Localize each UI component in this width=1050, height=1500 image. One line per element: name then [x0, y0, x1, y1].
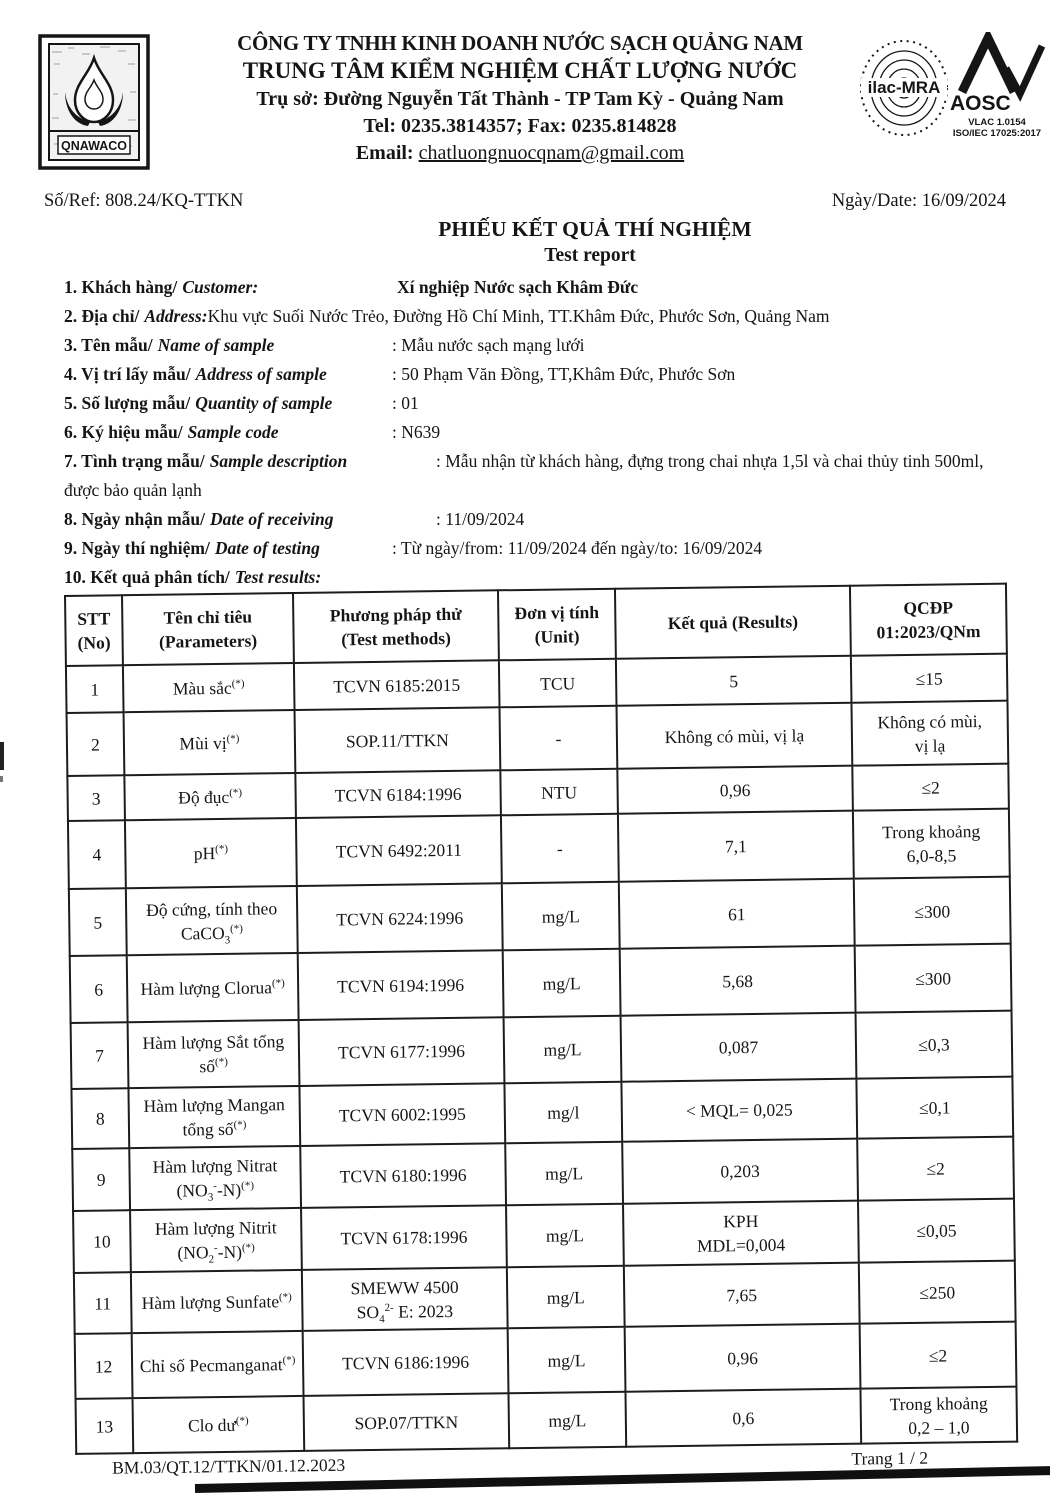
date-value: 16/09/2024: [921, 191, 1006, 211]
stt-cell: 6: [70, 955, 128, 1023]
info-quantity: [64, 389, 1012, 418]
col-header-method: Phương pháp thử (Test methods): [293, 590, 499, 663]
param-cell: Độ cứng, tính theo CaCO$_3$(*): [126, 886, 298, 955]
limit-cell: ≤2: [860, 1322, 1017, 1389]
limit-cell: Trong khoảng 6,0-8,5: [853, 809, 1010, 879]
param-cell: Hàm lượng Nitrit $(NO_2^--N)^{(*)}$: [130, 1208, 302, 1272]
param-cell: Hàm lượng Sắt tổng số(*): [128, 1020, 300, 1088]
unit-cell: mg/L: [508, 1392, 626, 1449]
scan-artifact-edge-dot: [0, 776, 3, 782]
info-label: 9. Ngày thí nghiệm/: [64, 538, 210, 558]
info-label-en: Quantity of sample: [195, 393, 333, 413]
stt-cell: 2: [67, 712, 125, 776]
method-cell: TCVN 6002:1995: [299, 1083, 505, 1146]
result-cell: < MQL= 0,025: [621, 1079, 857, 1142]
limit-cell: ≤2: [857, 1137, 1014, 1201]
method-cell: TCVN 6180:1996: [300, 1143, 506, 1208]
param-cell: Hàm lượng Clorua(*): [127, 953, 299, 1022]
param-cell: Độ đục(*): [124, 773, 296, 820]
qnawaco-logo-text: QNAWACO: [61, 139, 127, 153]
method-cell: TCVN 6186:1996: [303, 1328, 509, 1396]
info-label: 5. Số lượng mẫu/: [64, 393, 191, 413]
limit-cell: ≤300: [855, 944, 1012, 1013]
result-cell: 0,087: [621, 1013, 857, 1082]
info-label-en: Customer:: [182, 277, 259, 297]
info-label-en: Name of sample: [157, 335, 275, 355]
limit-cell: ≤0,3: [856, 1011, 1013, 1079]
stt-cell: 9: [72, 1148, 130, 1211]
limit-cell: ≤0,1: [856, 1077, 1013, 1139]
unit-cell: mg/L: [503, 949, 621, 1018]
stt-cell: 8: [71, 1088, 129, 1149]
method-cell: TCVN 6184:1996: [295, 770, 501, 818]
result-cell: 7,1: [618, 811, 854, 882]
result-cell: 0,203: [622, 1139, 858, 1204]
param-cell: Mùi vị(*): [124, 710, 296, 775]
table-row: [70, 944, 1012, 1023]
result-cell: 0,96: [617, 766, 853, 814]
info-label: 10. Kết quả phân tích/: [64, 567, 230, 587]
tel-fax: Tel: 0235.3814357; Fax: 0235.814828: [363, 115, 677, 137]
method-cell: TCVN 6194:1996: [298, 950, 504, 1020]
method-cell: SOP.11/TTKN: [295, 707, 501, 773]
param-cell: Màu sắc(*): [123, 663, 295, 712]
letterhead: [0, 0, 1050, 188]
info-value: : 11/09/2024: [436, 509, 525, 529]
info-label-en: Test results:: [234, 567, 322, 587]
email-line: [175, 140, 865, 167]
result-cell: Không có mùi, vị lạ: [616, 703, 852, 769]
report-title-en: Test report: [544, 245, 636, 266]
result-cell: 7,65: [624, 1263, 860, 1327]
info-value: : 50 Phạm Văn Đồng, TT,Khâm Đức, Phước Sơn: [392, 364, 736, 384]
info-label-en: Date of receiving: [210, 509, 334, 529]
method-cell: TCVN 6224:1996: [297, 883, 503, 953]
limit-cell: ≤15: [851, 654, 1008, 703]
info-customer: [64, 273, 1012, 302]
unit-cell: mg/L: [504, 1016, 622, 1084]
result-cell: 5: [616, 656, 852, 706]
param-cell: Chỉ số Pecmanganat(*): [132, 1331, 304, 1398]
date-label: Ngày/Date:: [831, 191, 918, 211]
info-sample-name: [64, 331, 1012, 360]
info-label-en: Date of testing: [214, 538, 320, 558]
stt-cell: 4: [68, 820, 126, 889]
ref-label: Số/Ref:: [44, 191, 101, 211]
info-label: 2. Địa chỉ/: [64, 306, 140, 326]
unit-cell: TCU: [499, 659, 617, 708]
aosc-logo: [948, 32, 1046, 139]
limit-cell: ≤2: [852, 764, 1009, 811]
limit-cell: Trong khoảng 0,2 – 1,0: [860, 1387, 1017, 1444]
info-value: : Mẫu nhận từ khách hàng, đựng trong chai nhựa 1,5l và chai thủy tinh 500ml, được bảo quản lạnh: [64, 451, 984, 500]
ref-number: [44, 188, 243, 214]
info-value: : Từ ngày/from: 11/09/2024 đến ngày/to: 16/09/2024: [392, 538, 763, 558]
email-address: chatluongnuocqnam@gmail.com: [418, 142, 685, 164]
result-cell: 5,68: [620, 946, 856, 1016]
limit-cell: Không có mùi, vị lạ: [851, 701, 1008, 766]
qnawaco-logo-graphic: [38, 34, 150, 170]
info-sample-code: [64, 418, 1012, 447]
info-label: 4. Vị trí lấy mẫu/: [64, 364, 191, 384]
info-sample-description: [64, 447, 1012, 505]
ref-value: 808.24/KQ-TTKN: [105, 191, 244, 211]
method-cell: TCVN 6492:2011: [296, 815, 502, 886]
info-label-en: Address:: [144, 306, 208, 326]
ilac-mra-logo-graphic: [858, 38, 950, 138]
unit-cell: mg/L: [507, 1266, 625, 1329]
param-cell: Clo dư(*): [133, 1396, 305, 1453]
header-row: [65, 584, 1007, 666]
stt-cell: 7: [71, 1022, 129, 1089]
unit-cell: mg/l: [504, 1082, 622, 1144]
scan-artifact-edge-mark: [0, 742, 4, 770]
info-label-en: Sample code: [187, 422, 279, 442]
table-row: [68, 809, 1010, 889]
aosc-logo-text: AOSC: [950, 92, 1011, 112]
ilac-mra-logo-text: ilac-MRA: [867, 78, 941, 97]
info-label: 3. Tên mẫu/: [64, 335, 153, 355]
col-header-limit: QCĐP 01:2023/QNm: [850, 584, 1007, 656]
info-label-en: Address of sample: [195, 364, 327, 384]
report-date: [832, 188, 1006, 214]
limit-cell: ≤250: [859, 1261, 1016, 1324]
table-row: [69, 877, 1011, 956]
method-cell: TCVN 6185:2015: [294, 660, 500, 710]
stt-cell: 10: [73, 1210, 131, 1273]
info-label: 1. Khách hàng/: [64, 277, 178, 297]
results-table-wrapper: [64, 583, 1016, 1455]
col-header-result: Kết quả (Results): [615, 586, 851, 659]
info-label: 7. Tình trạng mẫu/: [64, 451, 205, 471]
param-cell: Hàm lượng Mangan tổng số(*): [128, 1086, 300, 1148]
table-row: [75, 1322, 1017, 1399]
info-value: : 01: [392, 393, 419, 413]
col-header-parameter: Tên chỉ tiêu (Parameters): [122, 593, 294, 665]
info-value: Xí nghiệp Nước sạch Khâm Đức: [397, 277, 639, 297]
info-date-receiving: [64, 505, 1012, 534]
result-cell: 61: [619, 879, 855, 949]
unit-cell: -: [500, 706, 618, 771]
form-code: BM.03/QT.12/TTKN/01.12.2023: [112, 1454, 346, 1478]
result-cell: 0,96: [625, 1324, 861, 1392]
unit-cell: mg/L: [506, 1204, 624, 1268]
info-value: : Mẫu nước sạch mạng lưới: [392, 335, 585, 355]
aosc-logo-graphic: [948, 32, 1046, 112]
center-name: TRUNG TÂM KIỂM NGHIỆM CHẤT LƯỢNG NƯỚC: [242, 58, 798, 83]
results-table: [64, 583, 1018, 1455]
method-cell: SMEWW 4500 $SO_4^{2-}$ E: 2023: [302, 1267, 508, 1331]
unit-cell: NTU: [500, 769, 618, 816]
unit-cell: mg/L: [505, 1142, 623, 1206]
method-cell: TCVN 6177:1996: [299, 1017, 505, 1086]
info-date-testing: [64, 534, 1012, 563]
param-cell: Hàm lượng Sunfate(*): [131, 1270, 303, 1333]
stt-cell: 12: [75, 1333, 133, 1399]
result-cell: KPH MDL=0,004: [623, 1201, 859, 1266]
stt-cell: 1: [66, 665, 124, 713]
result-cell: 0,6: [625, 1389, 861, 1447]
letterhead-text: [175, 30, 865, 167]
method-cell: SOP.07/TTKN: [304, 1393, 510, 1451]
info-label: 6. Ký hiệu mẫu/: [64, 422, 183, 442]
info-label: 8. Ngày nhận mẫu/: [64, 509, 206, 529]
stt-cell: 5: [69, 888, 127, 956]
aosc-accreditation-code: VLAC 1.0154: [968, 117, 1026, 128]
email-label: Email:: [355, 142, 414, 164]
company-name: CÔNG TY TNHH KINH DOANH NƯỚC SẠCH QUẢNG NAM: [237, 31, 803, 55]
stt-cell: 13: [76, 1398, 134, 1454]
unit-cell: -: [501, 814, 619, 884]
head-office-address: Trụ sở: Đường Nguyễn Tất Thành - TP Tam Kỳ - Quảng Nam: [256, 88, 784, 110]
param-cell: pH(*): [125, 818, 297, 888]
unit-cell: mg/L: [508, 1327, 626, 1394]
col-header-stt: STT (No): [65, 595, 123, 666]
page-number: Trang 1 / 2: [851, 1447, 929, 1469]
info-value: : N639: [392, 422, 441, 442]
info-address: [64, 302, 1012, 331]
sample-info-list: [0, 269, 1050, 592]
stt-cell: 3: [67, 775, 125, 821]
info-label-en: Sample description: [209, 451, 348, 471]
ilac-mra-logo: [858, 38, 950, 138]
qnawaco-logo: [38, 34, 150, 170]
method-cell: TCVN 6178:1996: [301, 1205, 507, 1270]
ref-date-row: [0, 188, 1050, 214]
report-title-vi: PHIẾU KẾT QUẢ THÍ NGHIỆM: [438, 217, 752, 241]
aosc-iso-standard: ISO/IEC 17025:2017: [952, 128, 1042, 139]
unit-cell: mg/L: [502, 882, 620, 951]
limit-cell: ≤300: [854, 877, 1011, 946]
limit-cell: ≤0,05: [858, 1199, 1015, 1263]
col-header-unit: Đơn vị tính (Unit): [498, 589, 616, 661]
table-row: [71, 1011, 1013, 1089]
param-cell: Hàm lượng Nitrat $(NO_3^--N)^{(*)}$: [129, 1146, 301, 1210]
info-value: Khu vực Suối Nước Trẻo, Đường Hồ Chí Minh, TT.Khâm Đức, Phước Sơn, Quảng Nam: [207, 306, 830, 326]
stt-cell: 11: [74, 1272, 132, 1334]
info-sampling-address: [64, 360, 1012, 389]
